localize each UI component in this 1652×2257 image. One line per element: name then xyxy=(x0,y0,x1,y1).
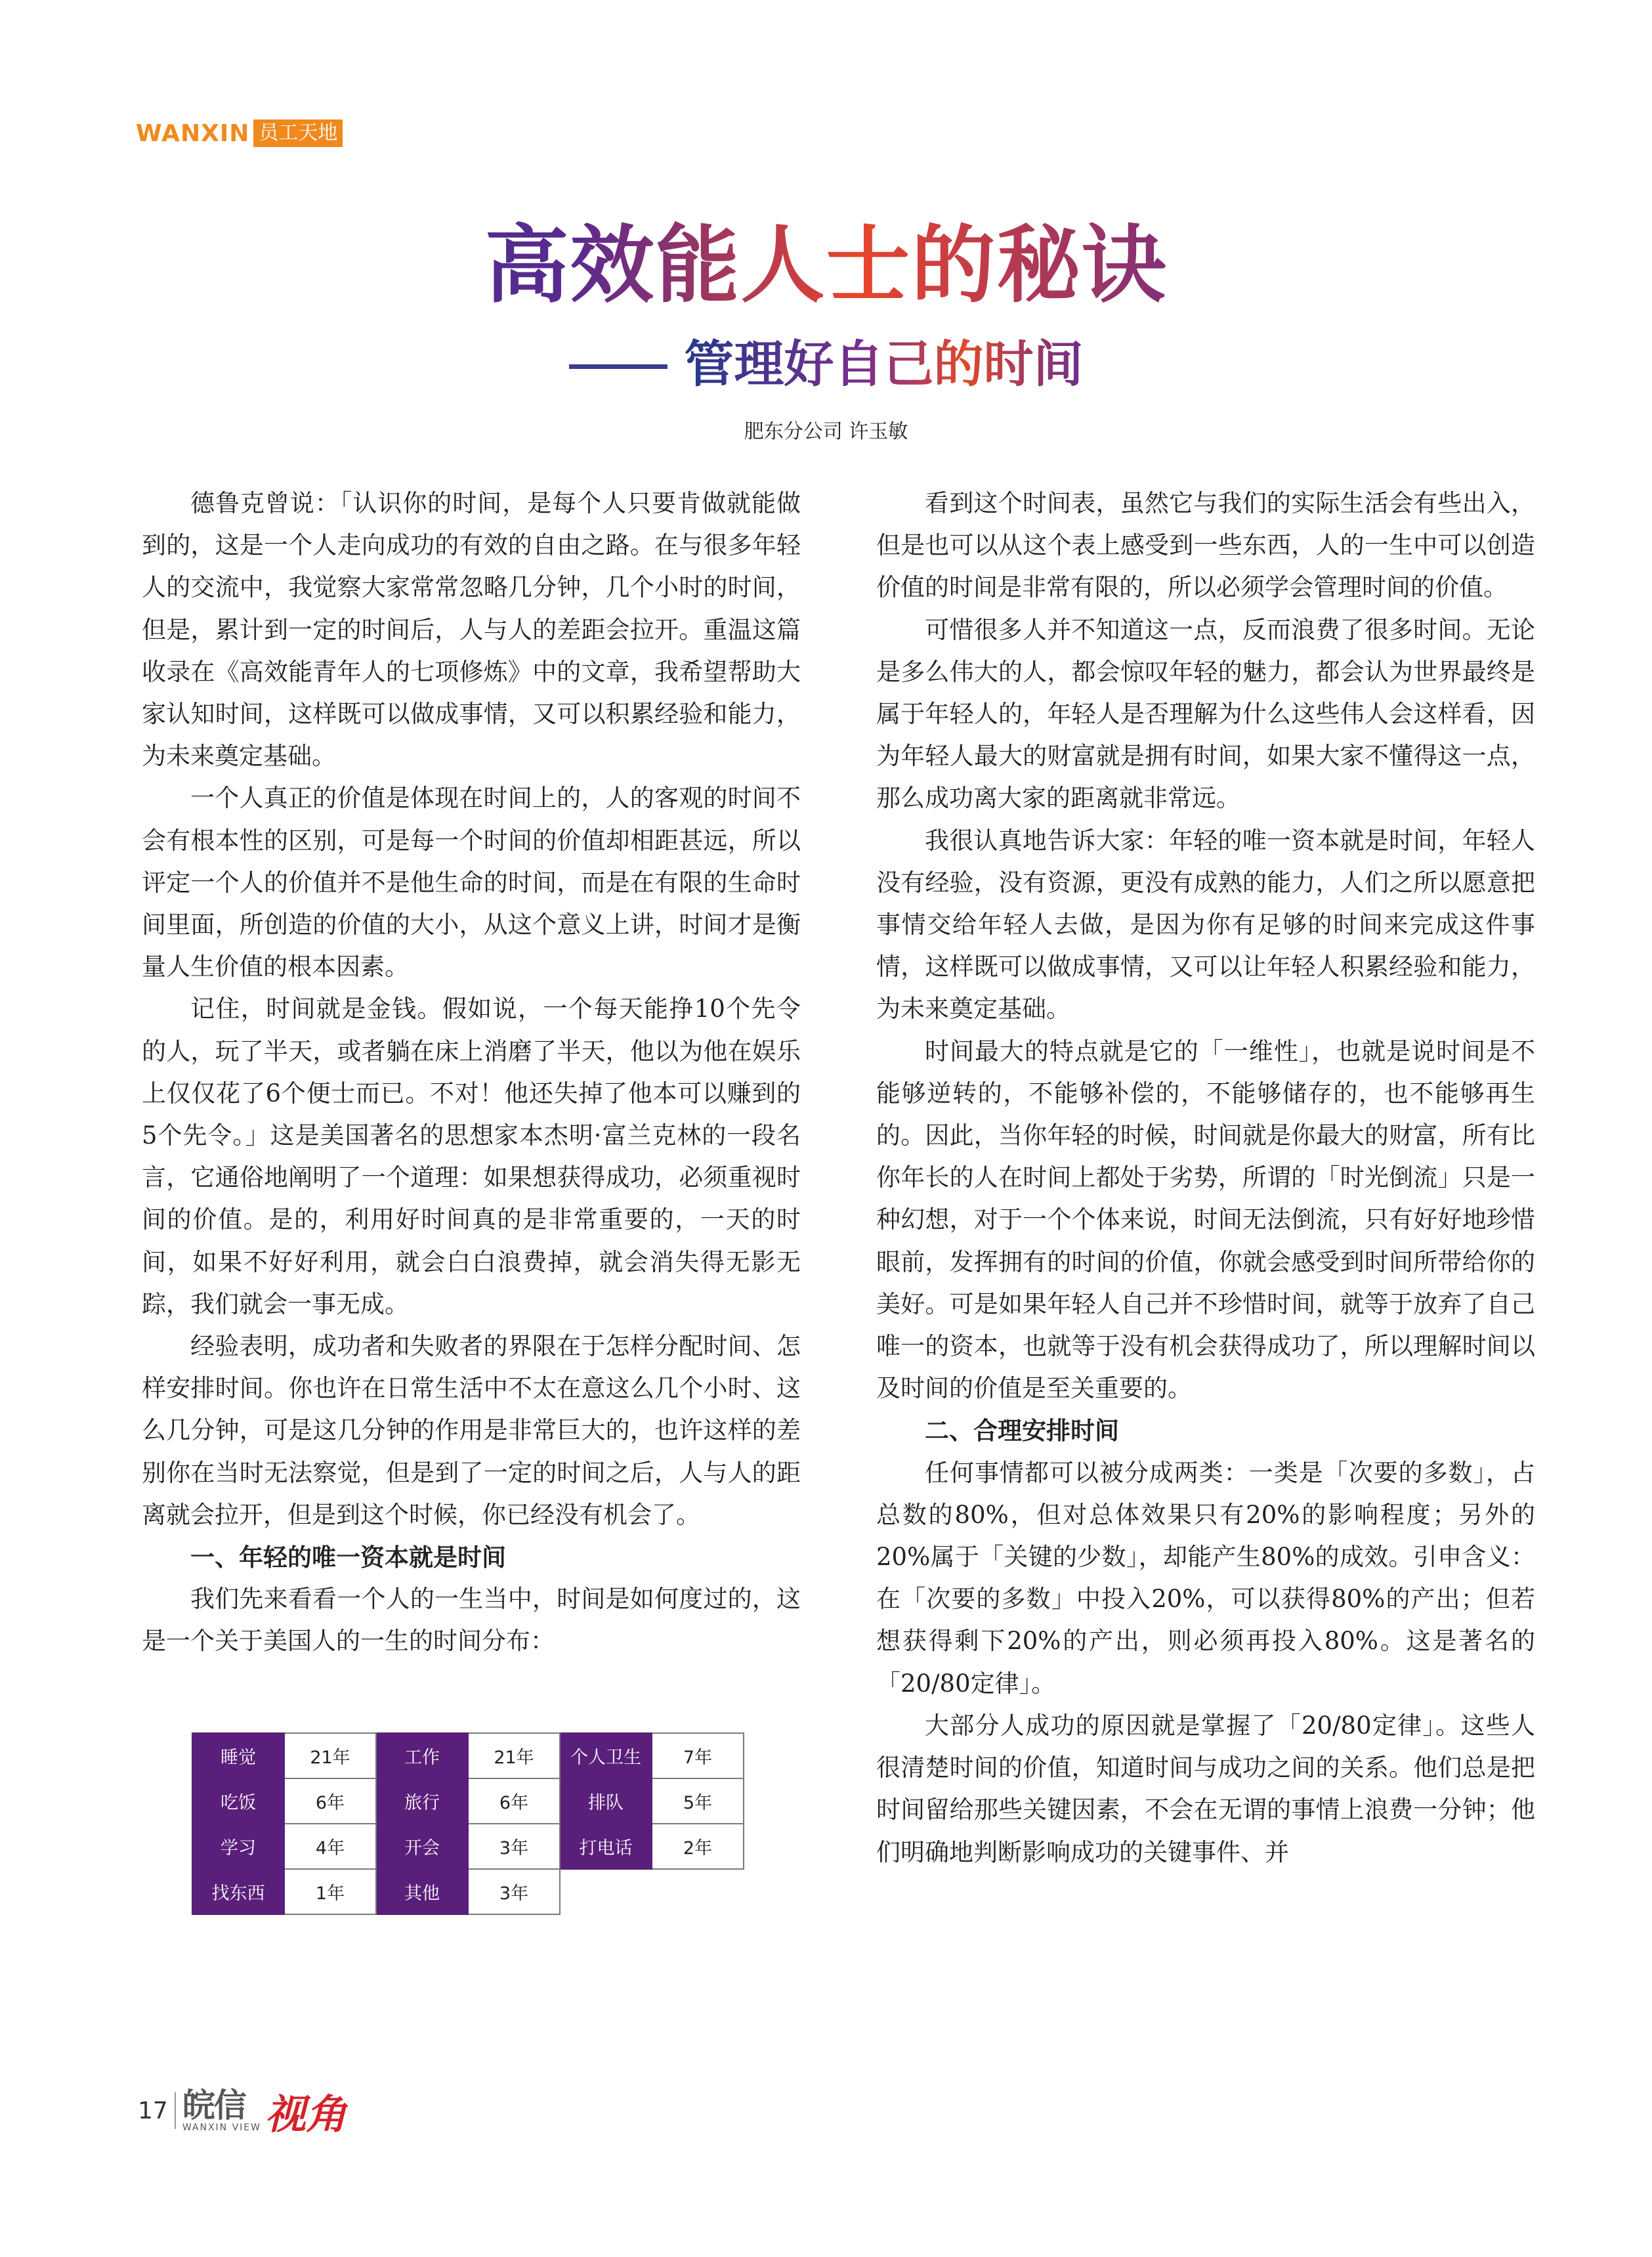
magazine-logo xyxy=(182,2086,261,2133)
table-key-cell: 找东西 xyxy=(192,1869,284,1914)
table-key-cell: 吃饭 xyxy=(192,1778,284,1824)
byline: 肥东分公司 许玉敏 xyxy=(744,420,908,443)
table-value-cell: 6年 xyxy=(284,1778,376,1824)
right-column xyxy=(876,483,1535,1874)
subtitle-dash xyxy=(569,364,667,369)
paragraph: 德鲁克曾说：「认识你的时间，是每个人只要肯做就能做到的，这是一个人走向成功的有效的自由之路。在与很多年轻人的交流中，我觉察大家常常忽略几分钟，几个小时的时间，但是，累计到一定的时间后，人与人的差距会拉开。重温这篇收录在《高效能青年人的七项修炼》中的文章，我希望帮助大家认知时间，这样既可以做成事情，又可以积累经验和能力，为未来奠定基础。 xyxy=(142,489,801,771)
magazine-script-logo: 视角 xyxy=(265,2090,347,2138)
table-row xyxy=(192,1869,744,1914)
section-heading: 一、年轻的唯一资本就是时间 xyxy=(190,1543,506,1572)
table-key-cell: 工作 xyxy=(376,1733,468,1778)
brand-name: WANXIN xyxy=(136,119,250,147)
time-distribution-table xyxy=(192,1732,744,1915)
paragraph: 一个人真正的价值是体现在时间上的，人的客观的时间不会有根本性的区别，可是每一个时间的价值却相距甚远，所以评定一个人的价值并不是他生命的时间，而是在有限的生命时间里面，所创造的价值的大小，从这个意义上讲，时间才是衡量人生价值的根本因素。 xyxy=(142,784,801,981)
article-subtitle: 管理好自己的时间 xyxy=(685,332,1084,397)
table-value-cell: 3年 xyxy=(468,1869,560,1914)
page-footer xyxy=(138,2081,347,2140)
table-key-cell: 学习 xyxy=(192,1824,284,1869)
table-row xyxy=(192,1824,744,1869)
table-key-cell: 旅行 xyxy=(376,1778,468,1824)
table-value-cell: 5年 xyxy=(652,1778,744,1824)
section-heading: 二、合理安排时间 xyxy=(925,1416,1119,1446)
table-key-cell: 其他 xyxy=(376,1869,468,1914)
table-value-cell: 6年 xyxy=(468,1778,560,1824)
article-title: 高效能人士的秘诀 xyxy=(0,217,1652,315)
table-value-cell: 1年 xyxy=(284,1869,376,1914)
table-value-cell: 7年 xyxy=(652,1733,744,1778)
table-value-cell: 3年 xyxy=(468,1824,560,1869)
paragraph: 记住，时间就是金钱。假如说，一个每天能挣10个先令的人，玩了半天，或者躺在床上消磨了半天，他以为他在娱乐上仅仅花了6个便士而已。不对！他还失掉了他本可以赚到的5个先令。」这是美国著名的思想家本杰明·富兰克林的一段名言，它通俗地阐明了一个道理：如果想获得成功，必须重视时间的价值。是的，利用好时间真的是非常重要的，一天的时间，如果不好好利用，就会白白浪费掉，就会消失得无影无踪，我们就会一事无成。 xyxy=(142,995,801,1318)
left-column xyxy=(142,483,801,1663)
table-key-cell: 个人卫生 xyxy=(560,1733,652,1778)
paragraph: 我们先来看看一个人的一生当中，时间是如何度过的，这是一个关于美国人的一生的时间分布： xyxy=(142,1585,801,1656)
table-value-cell: 21年 xyxy=(284,1733,376,1778)
table-value-cell: 21年 xyxy=(468,1733,560,1778)
paragraph: 经验表明，成功者和失败者的界限在于怎样分配时间、怎样安排时间。你也许在日常生活中不太在意这么几个小时、这么几分钟，可是这几分钟的作用是非常巨大的，也许这样的差别你在当时无法察觉，但是到了一定的时间之后，人与人的距离就会拉开，但是到这个时候，你已经没有机会了。 xyxy=(142,1332,801,1529)
table-empty-cell xyxy=(652,1869,744,1914)
table-key-cell: 睡觉 xyxy=(192,1733,284,1778)
paragraph: 任何事情都可以被分成两类：一类是「次要的多数」，占总数的80%，但对总体效果只有20%的影响程度；另外的20%属于「关键的少数」，却能产生80%的成效。引申含义：在「次要的多数」中投入20%，可以获得80%的产出；但若想获得剩下20%的产出，则必须再投入80%。这是著名的「20/80定律」。 xyxy=(876,1458,1535,1698)
footer-divider xyxy=(175,2092,176,2129)
page-number: 17 xyxy=(138,2097,168,2124)
table-row xyxy=(192,1778,744,1824)
paragraph: 我很认真地告诉大家：年轻的唯一资本就是时间，年轻人没有经验，没有资源，更没有成熟的能力，人们之所以愿意把事情交给年轻人去做，是因为你有足够的时间来完成这件事情，这样既可以做成事情，又可以让年轻人积累经验和能力，为未来奠定基础。 xyxy=(876,826,1535,1023)
table-value-cell: 2年 xyxy=(652,1824,744,1869)
paragraph: 时间最大的特点就是它的「一维性」，也就是说时间是不能够逆转的，不能够补偿的，不能够储存的，也不能够再生的。因此，当你年轻的时候，时间就是你最大的财富，所有比你年长的人在时间上都处于劣势，所谓的「时光倒流」只是一种幻想，对于一个个体来说，时间无法倒流，只有好好地珍惜眼前，发挥拥有的时间的价值，你就会感受到时间所带给你的美好。可是如果年轻人自己并不珍惜时间，就等于放弃了自己唯一的资本，也就等于没有机会获得成功了，所以理解时间以及时间的价值是至关重要的。 xyxy=(876,1037,1535,1403)
subtitle-row xyxy=(0,328,1652,400)
table-key-cell: 排队 xyxy=(560,1778,652,1824)
magazine-name-en: WANXIN VIEW xyxy=(182,2122,261,2133)
paragraph: 看到这个时间表，虽然它与我们的实际生活会有些出入，但是也可以从这个表上感受到一些东西，人的一生中可以创造价值的时间是非常有限的，所以必须学会管理时间的价值。 xyxy=(876,489,1535,602)
magazine-name: 皖信 xyxy=(182,2086,245,2124)
section-label: 员工天地 xyxy=(253,119,343,147)
table-empty-cell xyxy=(560,1869,652,1914)
table-row xyxy=(192,1733,744,1778)
table-key-cell: 开会 xyxy=(376,1824,468,1869)
table-value-cell: 4年 xyxy=(284,1824,376,1869)
paragraph: 可惜很多人并不知道这一点，反而浪费了很多时间。无论是多么伟大的人，都会惊叹年轻的魅力，都会认为世界最终是属于年轻人的，年轻人是否理解为什么这些伟人会这样看，因为年轻人最大的财富就是拥有时间，如果大家不懂得这一点，那么成功离大家的距离就非常远。 xyxy=(876,615,1535,813)
paragraph: 大部分人成功的原因就是掌握了「20/80定律」。这些人很清楚时间的价值，知道时间与成功之间的关系。他们总是把时间留给那些关键因素，不会在无谓的事情上浪费一分钟；他们明确地判断影响成功的关键事件、并 xyxy=(876,1711,1535,1866)
table-key-cell: 打电话 xyxy=(560,1824,652,1869)
section-header xyxy=(136,118,343,148)
